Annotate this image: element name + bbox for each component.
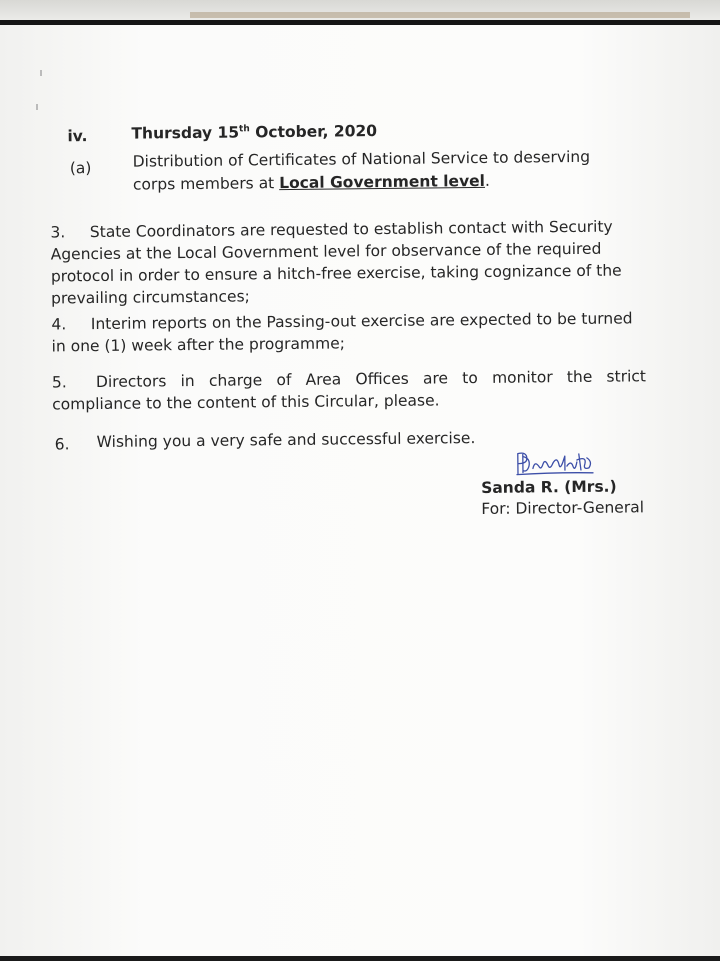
item-a-label: (a) bbox=[69, 159, 92, 178]
para3-line-3: protocol in order to ensure a hitch-free exercise, taking cognizance of the bbox=[50, 261, 622, 286]
item-iv-date: Thursday 15th October, 2020 bbox=[131, 122, 378, 143]
para4-line-2: in one (1) week after the programme; bbox=[51, 334, 346, 356]
para3-line-4: prevailing circumstances; bbox=[51, 287, 250, 308]
item-a-line-1: Distribution of Certificates of National Service to deserving bbox=[132, 147, 591, 171]
para5-number: 5. bbox=[51, 373, 67, 392]
item-a-line-2: corps members at Local Government level. bbox=[132, 171, 490, 194]
item-iv-number: iv. bbox=[67, 127, 88, 146]
para4-line-1: 4. Interim reports on the Passing-out exercise are expected to be turned bbox=[51, 309, 633, 334]
para3-line-1: 3. State Coordinators are requested to establish contact with Security bbox=[50, 217, 613, 242]
handwritten-signature bbox=[515, 448, 595, 479]
para5-line-2: compliance to the content of this Circular, please. bbox=[52, 391, 440, 414]
para3-number: 3. bbox=[50, 223, 66, 242]
page-bottom-edge bbox=[0, 956, 720, 961]
para3-line-2: Agencies at the Local Government level for observance of the required bbox=[50, 239, 602, 264]
signatory-title: For: Director-General bbox=[481, 498, 645, 518]
para6-line-1: Wishing you a very safe and successful exercise. bbox=[96, 429, 476, 452]
local-government-level-emphasis: Local Government level bbox=[279, 171, 486, 193]
para5-line-1: Directors in charge of Area Offices are to monitor the strict bbox=[95, 367, 647, 392]
signatory-name: Sanda R. (Mrs.) bbox=[481, 477, 617, 497]
para6-number: 6. bbox=[54, 435, 70, 454]
para4-number: 4. bbox=[51, 315, 67, 334]
